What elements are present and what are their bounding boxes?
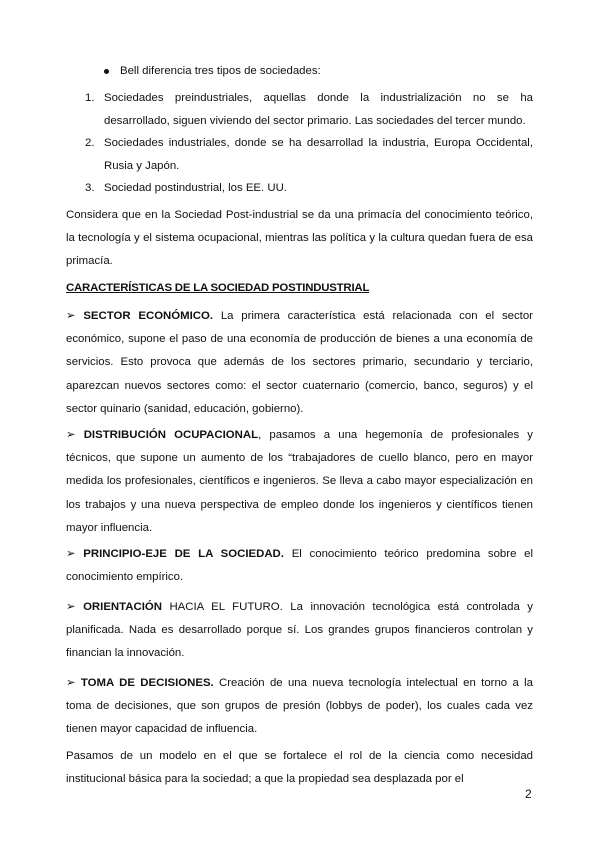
arrow-bullet-icon: ➢ bbox=[66, 429, 76, 441]
section-title: DISTRIBUCIÓN OCUPACIONAL bbox=[83, 429, 259, 441]
arrow-bullet-icon: ➢ bbox=[66, 677, 76, 689]
bullet-item: Bell diferencia tres tipos de sociedades: bbox=[120, 65, 321, 77]
intro-paragraph: Considera que en la Sociedad Post-industrial se da una primacía del conocimiento teórico, la tecnología y el sistema ocupacional, mientras las política y la cultura quedan fuera de esa primacía. bbox=[66, 209, 533, 268]
section-title: ORIENTACIÓN bbox=[83, 601, 162, 613]
arrow-bullet-icon: ➢ bbox=[66, 310, 76, 322]
arrow-bullet-icon: ➢ bbox=[66, 601, 76, 613]
list-item: Sociedad postindustrial, los EE. UU. bbox=[104, 182, 287, 194]
section-principio-eje bbox=[66, 543, 533, 589]
section-body: , pasamos a una hegemonía de profesionales y técnicos, que supone un aumento de los “trabajadores de cuello blanco, pero en mayor medida los profesionales, científicos e ingenieros. Se lleva a cabo mayor especialización en los trabajos y una nueva perspectiva de empleo donde los ingenieros y científicos tienen mayor influencia. bbox=[66, 429, 533, 534]
section-body: HACIA EL FUTURO. La innovación tecnológica está controlada y planificada. Nada es desarrollado porque sí. Los grandes grupos financieros controlan y financian la innovación. bbox=[66, 601, 534, 660]
section-body: El conocimiento teórico predomina sobre el conocimiento empírico. bbox=[66, 548, 534, 584]
section-toma-de-decisiones bbox=[66, 672, 533, 742]
section-distribucion-ocupacional bbox=[66, 424, 533, 540]
section-body: La primera característica está relacionada con el sector económico, supone el paso de una economía de producción de bienes a una economía de servicios. Esto provoca que además de los sectores primario, secundario y terciario, aparezcan nuevos sectores como: el sector cuaternario (comercio, banco, seguros) y el sector quinario (sanidad, educación, gobierno). bbox=[66, 310, 533, 415]
list-number: 3. bbox=[85, 182, 95, 194]
list-number: 1. bbox=[85, 92, 95, 104]
section-body: Creación de una nueva tecnología intelectual en torno a la toma de decisiones, que son grupos de presión (lobbys de poder), los cuales cada vez tienen mayor capacidad de influencia. bbox=[66, 677, 533, 736]
page-number: 2 bbox=[525, 787, 532, 801]
section-orientacion bbox=[66, 596, 533, 666]
section-title: SECTOR ECONÓMICO. bbox=[83, 310, 214, 322]
section-heading: CARACTERÍSTICAS DE LA SOCIEDAD POSTINDUSTRIAL bbox=[66, 282, 370, 294]
arrow-bullet-icon: ➢ bbox=[66, 548, 76, 560]
section-title: PRINCIPIO-EJE DE LA SOCIEDAD. bbox=[83, 548, 284, 560]
section-sector-economico bbox=[66, 305, 533, 421]
bullet-dot-icon bbox=[104, 69, 109, 74]
section-title: TOMA DE DECISIONES. bbox=[80, 677, 214, 689]
list-item: Sociedades preindustriales, aquellas donde la industrialización no se ha desarrollado, siguen viviendo del sector primario. Las sociedades del tercer mundo. bbox=[104, 92, 533, 127]
list-item: Sociedades industriales, donde se ha desarrollad la industria, Europa Occidental, Rusia y Japón. bbox=[104, 137, 533, 172]
closing-paragraph: Pasamos de un modelo en el que se fortalece el rol de la ciencia como necesidad institucional básica para la sociedad; a que la propiedad sea desplazada por el bbox=[66, 750, 533, 786]
list-number: 2. bbox=[85, 137, 95, 149]
